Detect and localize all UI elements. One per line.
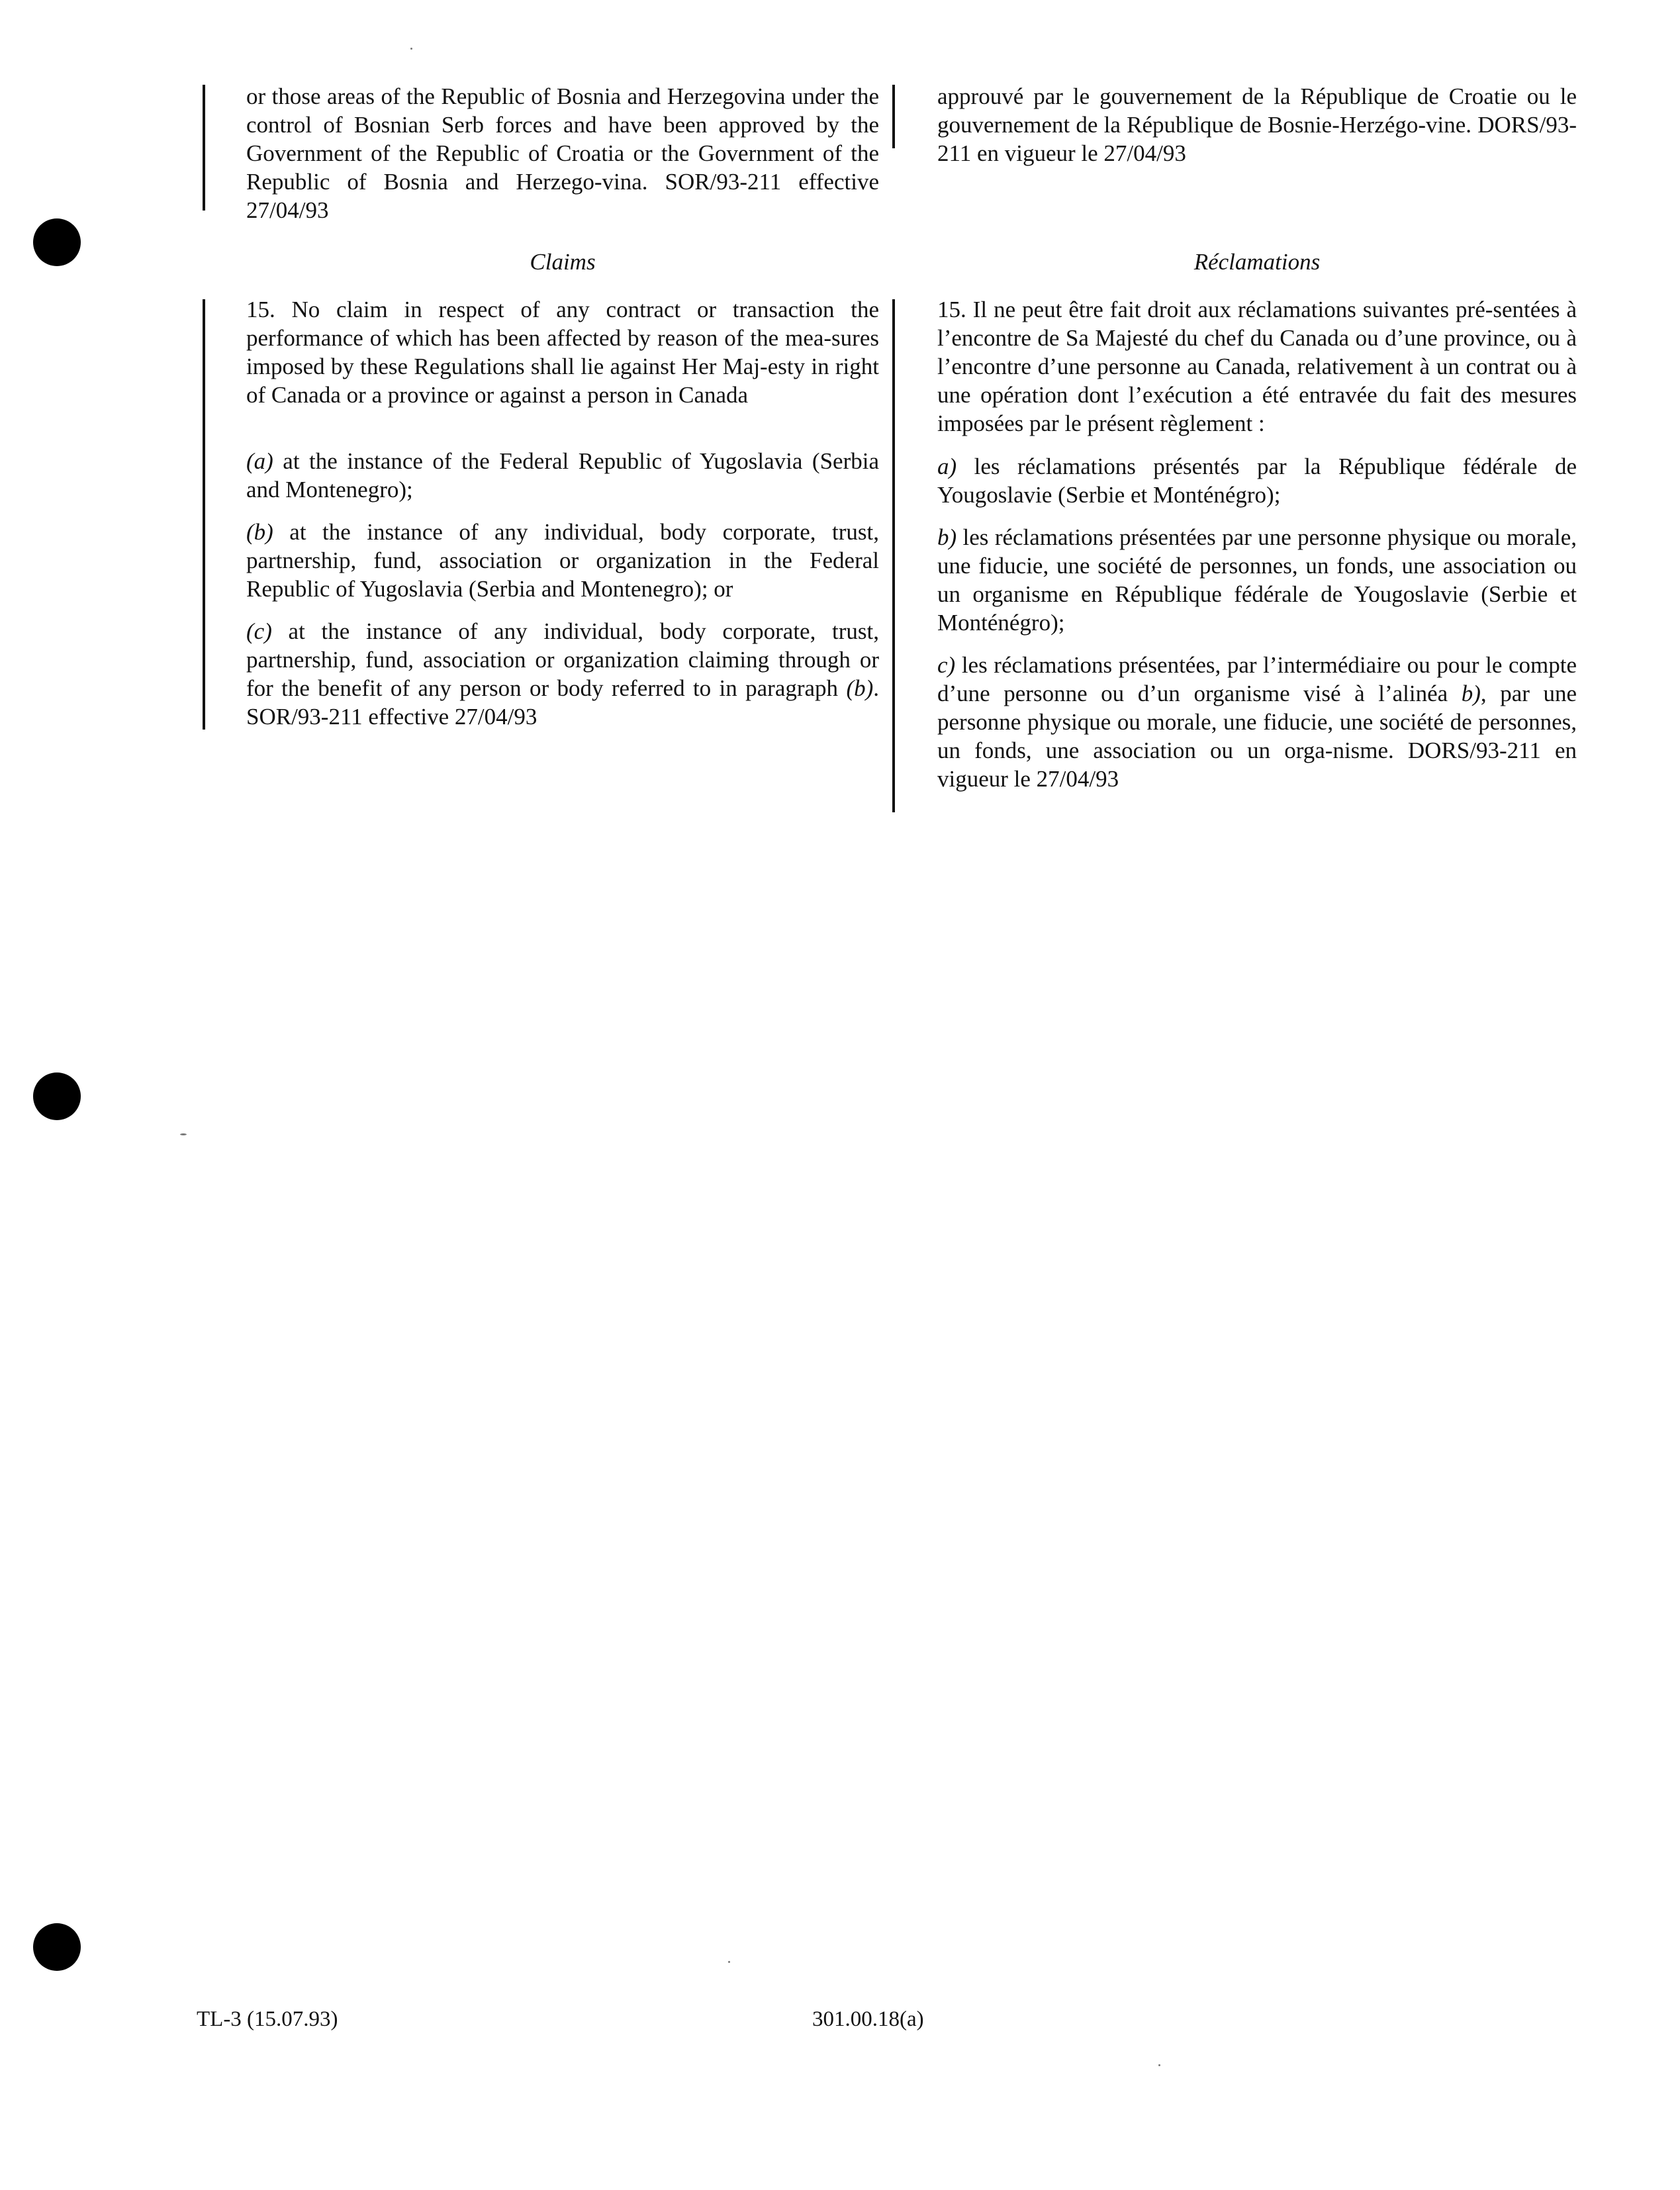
french-column-top bbox=[937, 82, 1577, 167]
english-column-top bbox=[246, 82, 879, 224]
scan-speck bbox=[1158, 2064, 1160, 2066]
punch-hole-bottom bbox=[33, 1923, 81, 1971]
revision-bar-section-right bbox=[892, 299, 895, 812]
english-paragraph-b-text: (b) at the instance of any individual, body corporate, trust, partnership, fund, association or organization in the Federal Republic of Yugoslavia (Serbia and Montenegro); or bbox=[246, 519, 879, 602]
french-paragraph-a-text: a) les réclamations présentés par la République fédérale de Yougoslavie (Serbie et Monténégro); bbox=[937, 453, 1577, 508]
english-paragraph-b-label: (b) bbox=[246, 519, 273, 545]
scan-speck bbox=[410, 48, 412, 50]
french-paragraph-c-text: c) les réclamations présentées, par l’intermédiaire ou pour le compte d’une personne ou d’un organisme visé à l’alinéa b), par une personne physique ou morale, une fiducie, une société de personnes, un fonds, une association ou un orga-nisme. DORS/93-211 en vigueur le 27/04/93 bbox=[937, 652, 1577, 792]
english-heading-claims: Claims bbox=[530, 249, 596, 275]
scan-speck bbox=[728, 1961, 730, 1963]
french-paragraph-b-text: b) les réclamations présentées par une personne physique ou morale, une fiducie, une société de personnes, un fonds, une association ou un organisme en République fédérale de Yougoslavie (Serbie et Monténégro); bbox=[937, 524, 1577, 636]
scan-speck bbox=[180, 1133, 187, 1135]
english-section-15 bbox=[246, 295, 879, 467]
french-paragraph-c-label: c) bbox=[937, 652, 956, 678]
french-section-15 bbox=[937, 295, 1577, 793]
french-paragraph-a-label: a) bbox=[937, 453, 957, 479]
punch-hole-top bbox=[33, 218, 81, 266]
punch-hole-middle bbox=[33, 1072, 81, 1120]
revision-bar-top-right bbox=[892, 85, 895, 148]
english-paragraph-a-label: (a) bbox=[246, 448, 273, 474]
revision-bar-section-left bbox=[203, 299, 205, 730]
english-continuation-paragraph: or those areas of the Republic of Bosnia and Herzegovina under the control of Bosnian Serb forces and have been approved by the Government of the Republic of Croatia or the Government of the Republic of Bosnia and Herzego-vina. SOR/93-211 effective 27/04/93 bbox=[246, 83, 879, 223]
french-paragraph-b-label: b) bbox=[937, 524, 957, 550]
footer-page-number: 301.00.18(a) bbox=[812, 2007, 924, 2031]
english-paragraph-c-text: (c) at the instance of any individual, body corporate, trust, partnership, fund, association or organization claiming through or for the benefit of any person or body referred to in paragraph (b). SOR/93-211 effective 27/04/93 bbox=[246, 618, 879, 730]
french-heading-reclamations: Réclamations bbox=[1193, 249, 1321, 275]
french-continuation-paragraph: approuvé par le gouvernement de la République de Croatie ou le gouvernement de la République de Bosnie-Herzégo-vine. DORS/93-211 en vigueur le 27/04/93 bbox=[937, 83, 1577, 166]
english-paragraph-c-reference: (b) bbox=[846, 675, 874, 701]
english-paragraph-a-text: (a) at the instance of the Federal Republic of Yugoslavia (Serbia and Montenegro); bbox=[246, 448, 879, 502]
french-paragraph-c-reference: b) bbox=[1461, 681, 1481, 706]
french-section-15-intro: 15. Il ne peut être fait droit aux réclamations suivantes pré-sentées à l’encontre de Sa Majesté du chef du Canada ou d’une province, ou à l’encontre d’une personne au Canada, relativement à un contrat ou à une opération dont l’exécution a été entravée du fait des mesures imposées par le présent règlement : bbox=[937, 297, 1577, 436]
revision-bar-top-left bbox=[203, 85, 205, 211]
english-paragraph-c-label: (c) bbox=[246, 618, 272, 644]
footer-revision-code: TL-3 (15.07.93) bbox=[197, 2007, 338, 2031]
english-subparagraphs bbox=[246, 447, 879, 731]
english-section-15-intro: 15. No claim in respect of any contract or transaction the performance of which has been affected by reason of the mea-sures imposed by these Regulations shall lie against Her Maj-esty in right of Canada or a province or against a person in Canada bbox=[246, 297, 879, 408]
